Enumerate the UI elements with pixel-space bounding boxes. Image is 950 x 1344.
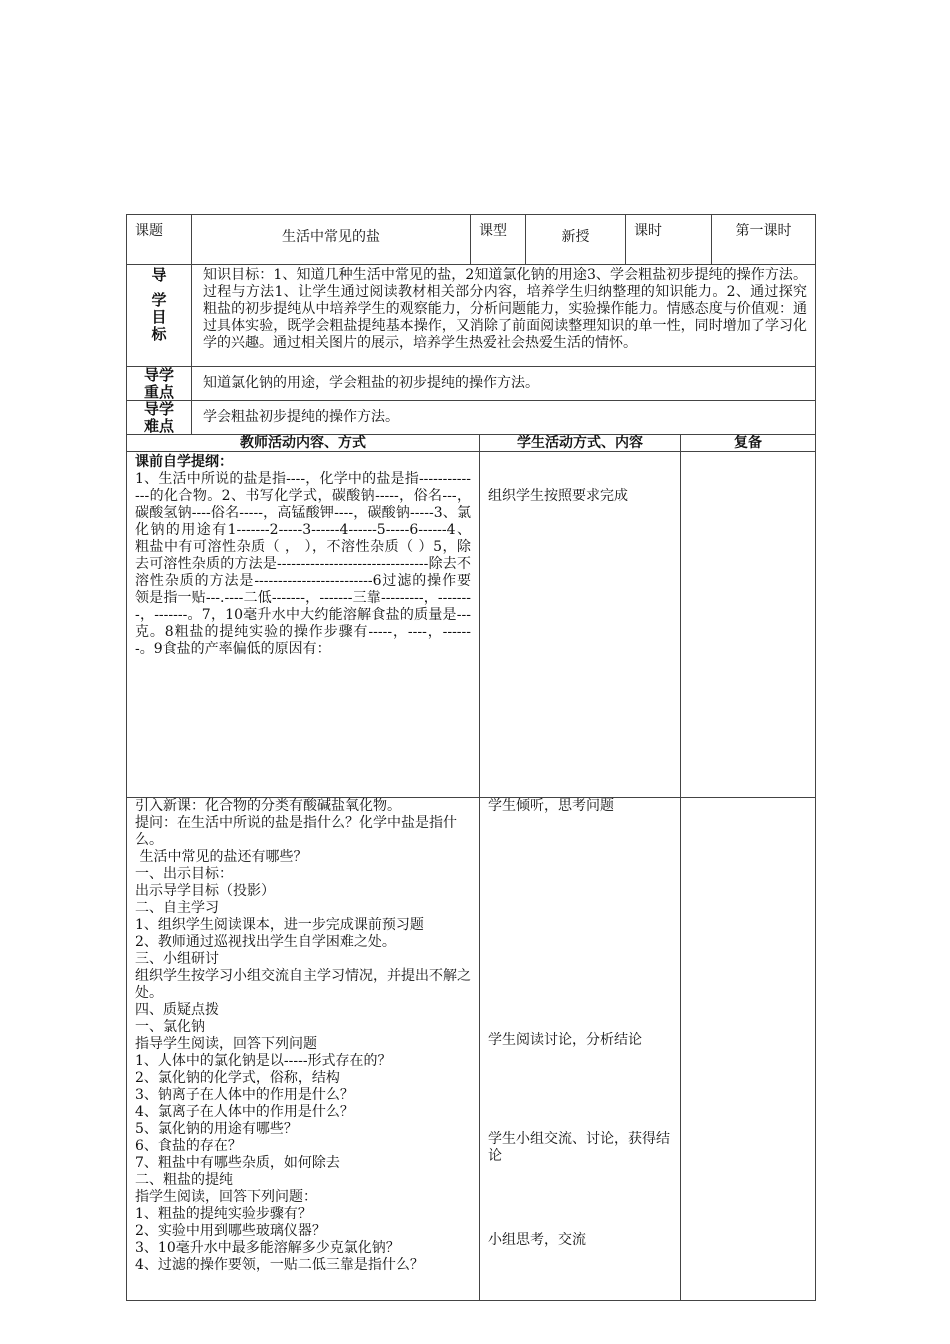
lesson-line: 组织学生按学习小组交流自主学习情况，并提出不解之处。 <box>135 968 471 1001</box>
lesson-line: 三、小组研讨 <box>135 951 219 967</box>
objectives-text <box>192 265 815 366</box>
key-points-text: 知道氯化钠的用途，学会粗盐的初步提纯的操作方法。 <box>203 375 539 391</box>
lesson-line: 二、粗盐的提纯 <box>135 1172 233 1188</box>
lesson-line: 一、氯化钠 <box>135 1019 205 1035</box>
difficulties-text: 学会粗盐初步提纯的操作方法。 <box>203 409 399 425</box>
period-value: 第一课时 <box>735 223 792 239</box>
lesson-line: 一、出示目标： <box>135 866 233 882</box>
lesson-line: 5、氯化钠的用途有哪些？ <box>135 1121 298 1137</box>
subject-value: 生活中常见的盐 <box>192 215 471 264</box>
lesson-line: 出示导学目标（投影） <box>135 883 275 899</box>
lesson-student-cell <box>480 798 681 1300</box>
student-column-header: 学生活动方式、内容 <box>480 435 681 451</box>
lesson-line: 1、组织学生阅读课本，进一步完成课前预习题 <box>135 917 424 933</box>
student-note: 学生小组交流、讨论，获得结论 <box>488 1131 670 1164</box>
preview-title: 课前自学提纲： <box>135 454 233 470</box>
lesson-teacher-cell <box>127 798 480 1300</box>
lesson-line: 2、实验中用到哪些玻璃仪器？ <box>135 1223 326 1239</box>
review-column-header: 复备 <box>734 435 762 451</box>
period-label: 课时 <box>626 215 712 264</box>
preview-student-cell: 组织学生按照要求完成 <box>480 452 681 797</box>
objectives-label-char: 学 <box>151 291 167 309</box>
student-note: 小组思考，交流 <box>488 1232 586 1248</box>
lesson-line: 1、粗盐的提纯实验步骤有？ <box>135 1206 312 1222</box>
student-note: 学生倾听，思考问题 <box>488 798 614 814</box>
lesson-review-cell <box>681 798 815 1300</box>
objectives-label <box>127 265 192 366</box>
lesson-line: 二、自主学习 <box>135 900 219 916</box>
objectives-paragraph: 知识目标：1、知道几种生活中常见的盐，2知道氯化钠的用途3、学会粗盐初步提纯的操作方法。过程与方法1、让学生通过阅读教材相关部分内容，培养学生归纳整理的知识能力。2、通过探究粗盐的初步提纯从中培养学生的观察能力，分析问题能力，实验操作能力。情感态度与价值观：通过具体实验，既学会粗盐提纯基本操作，又消除了前面阅读整理知识的单一性，同时增加了学习化学的兴趣。通过相关图片的展示，培养学生热爱社会热爱生活的情怀。 <box>203 267 807 351</box>
lesson-row <box>126 797 816 1301</box>
lesson-line: 提问：在生活中所说的盐是指什么？化学中盐是指什么。 <box>135 815 457 848</box>
lesson-line: 指导学生阅读，回答下列问题 <box>135 1036 317 1052</box>
lesson-line: 生活中常见的盐还有哪些？ <box>135 849 308 865</box>
lesson-line: 四、质疑点拨 <box>135 1002 219 1018</box>
lesson-line: 2、氯化钠的化学式，俗称，结构 <box>135 1070 340 1086</box>
objectives-row <box>126 264 816 366</box>
lesson-line: 7、粗盐中有哪些杂质，如何除去 <box>135 1155 340 1171</box>
objectives-label-char: 目 <box>151 308 167 326</box>
lesson-line: 引入新课：化合物的分类有酸碱盐氧化物。 <box>135 798 401 814</box>
objectives-label-char: 导 <box>151 266 167 284</box>
difficulties-label: 导学难点 <box>127 401 192 434</box>
lesson-line: 4、过滤的操作要领，一贴二低三靠是指什么？ <box>135 1257 424 1273</box>
key-points-label: 导学重点 <box>127 367 192 400</box>
type-label: 课型 <box>471 215 526 264</box>
lesson-line: 3、10毫升水中最多能溶解多少克氯化钠？ <box>135 1240 400 1256</box>
columns-header-row <box>126 434 816 451</box>
preview-row <box>126 451 816 797</box>
preview-teacher-cell <box>127 452 480 797</box>
lesson-line: 2、教师通过巡视找出学生自学困难之处。 <box>135 934 396 950</box>
lesson-line: 6、食盐的存在？ <box>135 1138 242 1154</box>
objectives-label-char: 标 <box>151 325 167 343</box>
type-value: 新授 <box>526 215 626 264</box>
lesson-line: 指学生阅读，回答下列问题： <box>135 1189 317 1205</box>
key-points-row <box>126 366 816 400</box>
header-row <box>126 214 816 264</box>
lesson-line: 4、氯离子在人体中的作用是什么？ <box>135 1104 354 1120</box>
lesson-line: 3、钠离子在人体中的作用是什么？ <box>135 1087 354 1103</box>
preview-review-cell <box>681 452 815 797</box>
lesson-plan-table <box>126 214 816 1301</box>
subject-label: 课题 <box>127 215 192 264</box>
student-note: 学生阅读讨论，分析结论 <box>488 1032 642 1048</box>
preview-text: 1、生活中所说的盐是指----，化学中的盐是指--------------的化合物。2、书写化学式，碳酸钠-----，俗名---，碳酸氢钠----俗名-----，高锰酸钾----，碳酸钠-----3、氯化钠的用途有1-------2-----3------4------5-----6------4、粗盐中有可溶性杂质（ ， ），不溶性杂质（ ）5，除去可溶性杂质的方法是--------------------------------除去不溶性杂质的方法是-------------------------6过滤的操作要领是指一贴---.----二低-------，-------三靠---------，--------，-------。7，10毫升水中大约能溶解食盐的质量是---克。8粗盐的提纯实验的操作步骤有-----，----，-------。9食盐的产率偏低的原因有： <box>135 471 471 657</box>
lesson-line: 1、人体中的氯化钠是以-----形式存在的？ <box>135 1053 392 1069</box>
difficulties-row <box>126 400 816 434</box>
teacher-column-header: 教师活动内容、方式 <box>127 435 480 451</box>
